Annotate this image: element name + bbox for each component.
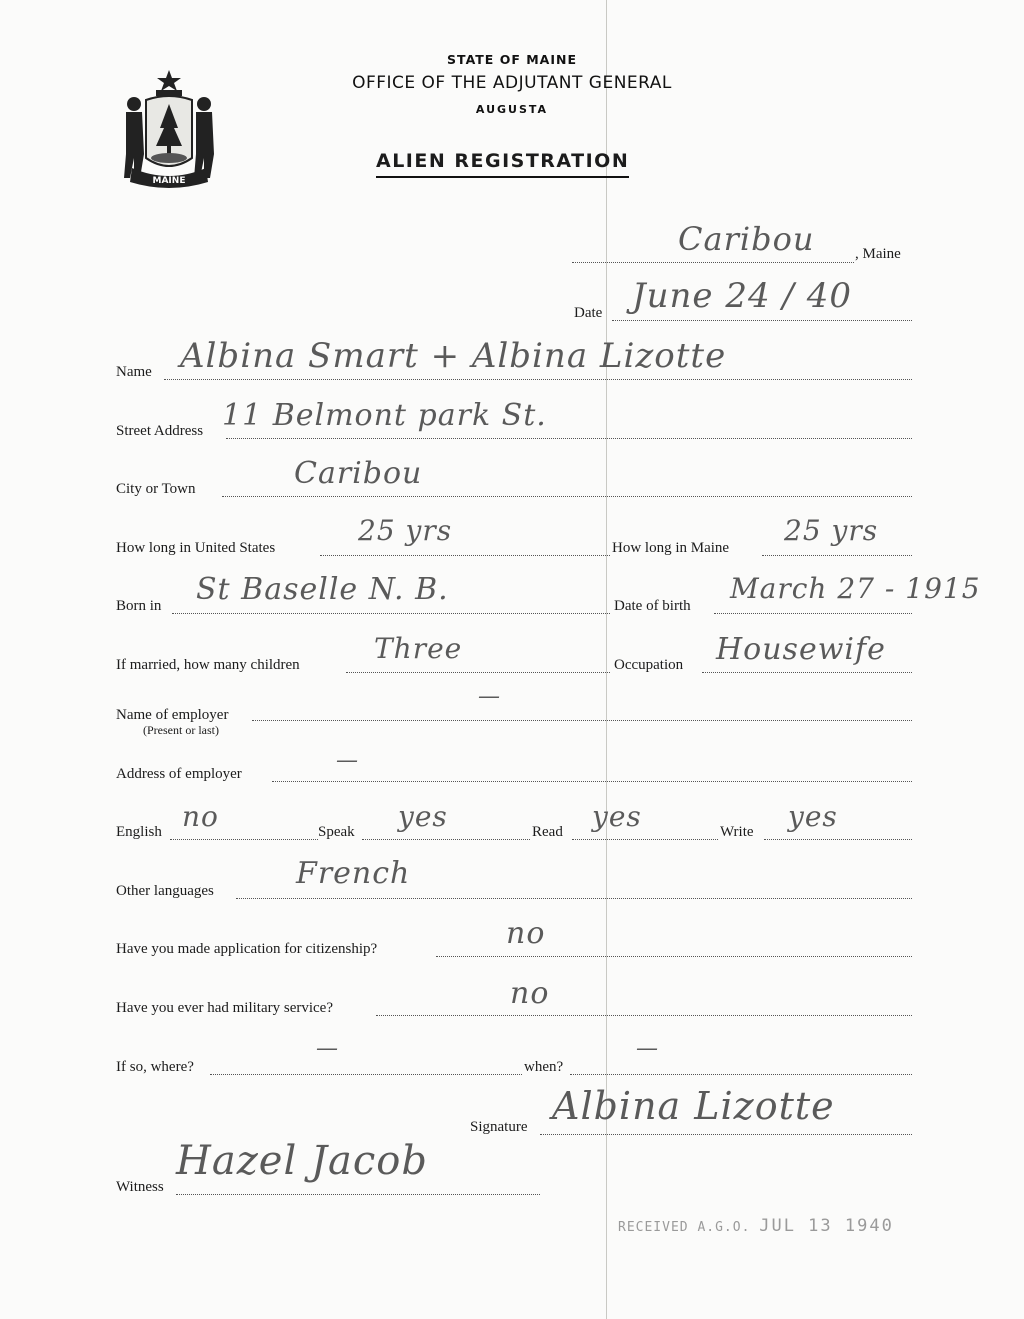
occupation-label: Occupation [614, 657, 684, 673]
other-languages-value: French [296, 856, 411, 891]
english-label: English [116, 824, 162, 840]
read-value: yes [592, 800, 642, 833]
military-label: Have you ever had military service? [116, 1000, 333, 1016]
how-long-maine-value: 25 yrs [784, 514, 879, 547]
office-heading: OFFICE OF THE ADJUTANT GENERAL [352, 73, 672, 93]
received-stamp-date: JUL 13 1940 [759, 1216, 894, 1236]
street-address-label: Street Address [116, 423, 204, 439]
date-of-birth-value: March 27 - 1915 [730, 572, 981, 605]
name-value: Albina Smart + Albina Lizotte [180, 336, 727, 376]
employer-note: (Present or last) [143, 723, 219, 737]
children-value: Three [374, 632, 463, 665]
employer-address-value: — [336, 748, 359, 773]
how-long-us-value: 25 yrs [358, 514, 453, 547]
military-value: no [510, 976, 550, 1011]
citizenship-label: Have you made application for citizenship? [116, 941, 378, 957]
city-heading: AUGUSTA [475, 103, 549, 116]
employer-value: — [478, 684, 501, 709]
where-value: — [316, 1036, 339, 1061]
date-label: Date [574, 305, 603, 321]
speak-label: Speak [318, 824, 355, 840]
when-value: — [636, 1036, 659, 1061]
signature-value: Albina Lizotte [552, 1084, 835, 1128]
town-value: Caribou [678, 220, 815, 258]
city-value: Caribou [294, 456, 423, 491]
how-long-us-label: How long in United States [116, 540, 276, 556]
city-label: City or Town [116, 481, 196, 497]
born-in-label: Born in [116, 598, 162, 614]
state-heading: STATE OF MAINE [447, 52, 577, 67]
date-value: June 24 / 40 [632, 276, 852, 316]
name-label: Name [116, 364, 152, 380]
read-label: Read [532, 824, 563, 840]
how-long-maine-label: How long in Maine [612, 540, 730, 556]
if-so-where-label: If so, where? [116, 1059, 194, 1075]
received-stamp [618, 1216, 894, 1236]
maine-label: , Maine [855, 246, 901, 262]
form-title: ALIEN REGISTRATION [376, 150, 629, 178]
employer-label: Name of employer [116, 707, 229, 723]
other-languages-label: Other languages [116, 883, 214, 899]
born-in-value: St Baselle N. B. [196, 572, 449, 607]
signature-label: Signature [470, 1119, 528, 1135]
street-address-value: 11 Belmont park St. [222, 398, 547, 433]
when-label: when? [524, 1059, 564, 1075]
english-value: no [182, 800, 219, 833]
write-label: Write [720, 824, 754, 840]
seal-banner-text: MAINE [152, 176, 186, 186]
occupation-value: Housewife [716, 632, 886, 667]
citizenship-value: no [506, 916, 546, 951]
received-stamp-text: RECEIVED A.G.O. [618, 1220, 751, 1235]
children-label: If married, how many children [116, 657, 300, 673]
date-of-birth-label: Date of birth [614, 598, 691, 614]
witness-signature: Hazel Jacob [176, 1138, 428, 1184]
witness-label: Witness [116, 1179, 164, 1195]
employer-address-label: Address of employer [116, 766, 242, 782]
speak-value: yes [398, 800, 448, 833]
write-value: yes [788, 800, 838, 833]
